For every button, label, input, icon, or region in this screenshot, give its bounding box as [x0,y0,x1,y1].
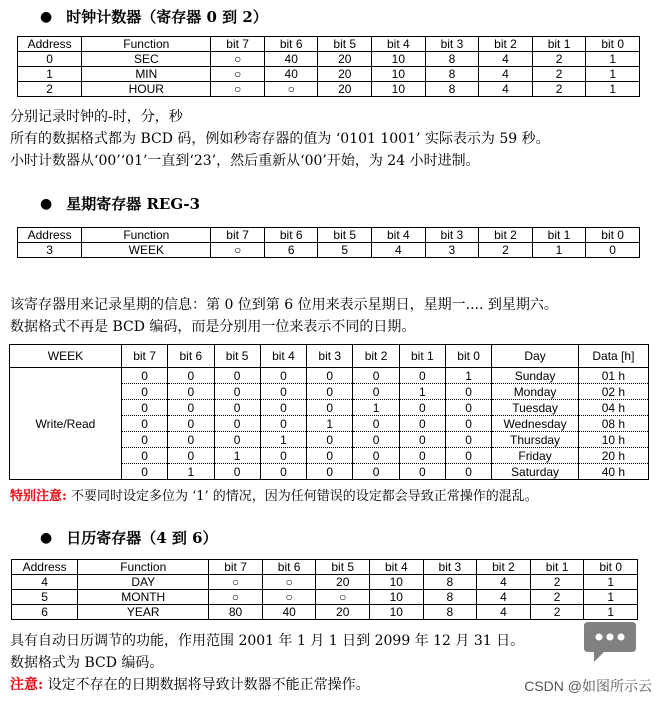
data-hex-cell: 01 h [578,368,648,384]
bit-cell: 0 [353,416,399,432]
table-row [12,590,638,605]
bit-cell: 1 [399,384,445,400]
bit-cell: 1 [445,368,491,384]
table-cell: WEEK [82,243,211,258]
clock-register-table [17,36,640,97]
table-cell: ○ [209,590,263,605]
bit-cell: 0 [445,432,491,448]
table-cell: 10 [372,67,426,82]
column-header: bit 4 [260,345,306,368]
bit-cell: 0 [399,432,445,448]
table-header-row [18,37,640,52]
bit-cell: 0 [399,464,445,480]
column-header: bit 2 [479,228,533,243]
table-cell: 8 [423,590,477,605]
column-header: bit 3 [307,345,353,368]
table-cell: 2 [479,243,533,258]
column-header: bit 0 [586,228,640,243]
bit-cell: 0 [260,368,306,384]
section-heading-clock [40,6,268,27]
bit-cell: 0 [353,384,399,400]
column-header: Address [18,228,82,243]
table-cell: 8 [425,67,479,82]
note-label: 注意: [10,677,44,693]
bit-cell: 0 [307,448,353,464]
column-header: bit 6 [264,37,318,52]
table-cell: SEC [82,52,211,67]
column-header: bit 0 [586,37,640,52]
bit-cell: 0 [214,384,260,400]
data-hex-cell: 10 h [578,432,648,448]
table-cell: 10 [370,605,424,620]
bit-cell: 0 [214,368,260,384]
table-cell: 0 [586,243,640,258]
table-cell: 8 [423,605,477,620]
table-header-row [12,560,638,575]
table-cell: 0 [18,52,82,67]
table-cell: 4 [477,575,531,590]
table-cell: 2 [18,82,82,97]
chat-bubble-icon[interactable] [582,618,638,666]
table-cell: ○ [211,67,265,82]
table-row [12,605,638,620]
clock-line-2: 所有的数据格式都为 BCD 码，例如秒寄存器的值为 ‘0101 1001’ 实际表示为 59 秒。 [10,131,550,147]
week-note [10,486,538,508]
bit-cell: 0 [214,400,260,416]
table-cell: 4 [12,575,78,590]
bit-cell: 0 [121,448,167,464]
table-cell: 1 [586,52,640,67]
column-header: bit 4 [372,37,426,52]
calendar-note [10,674,370,696]
table-cell: 8 [423,575,477,590]
day-cell: Friday [492,448,579,464]
calendar-register-table [11,559,638,620]
column-header: Address [12,560,78,575]
table-cell: 1 [586,82,640,97]
table-cell: 4 [477,605,531,620]
table-cell: MONTH [78,590,209,605]
bullet-icon: ● [40,8,53,25]
table-cell: ○ [211,52,265,67]
bit-cell: 1 [260,432,306,448]
data-hex-cell: 08 h [578,416,648,432]
note-text: 设定不存在的日期数据将导致计数器不能正常操作。 [43,677,370,693]
bit-cell: 1 [168,464,214,480]
bit-cell: 0 [168,416,214,432]
clock-line-3: 小时计数器从‘00’‘01’一直到‘23’，然后重新从‘00’开始，为 24 小时进制。 [10,153,480,169]
column-header: bit 2 [479,37,533,52]
table-cell: 20 [316,605,370,620]
bit-cell: 0 [399,416,445,432]
bullet-icon: ● [40,195,53,212]
clock-line-1: 分别记录时钟的-时，分，秒 [10,109,183,125]
column-header: bit 5 [318,228,372,243]
table-cell: ○ [316,590,370,605]
bit-cell: 0 [445,448,491,464]
note-label: 特别注意: [10,489,67,504]
bit-cell: 0 [445,384,491,400]
section-title: 时钟计数器（寄存器 0 到 2） [66,8,268,26]
bit-cell: 0 [399,448,445,464]
column-header: bit 5 [214,345,260,368]
bullet-icon: ● [40,529,53,546]
bit-cell: 0 [168,432,214,448]
table-cell: 4 [479,67,533,82]
day-cell: Monday [492,384,579,400]
table-cell: 5 [12,590,78,605]
data-hex-cell: 04 h [578,400,648,416]
bit-cell: 0 [168,368,214,384]
week-bits-table [9,344,649,480]
bit-cell: 0 [353,368,399,384]
section-heading-week [40,193,200,214]
table-row [18,243,640,258]
column-header: bit 7 [211,228,265,243]
column-header: Function [82,228,211,243]
column-header: bit 3 [425,37,479,52]
table-cell: ○ [262,575,316,590]
data-hex-cell: 02 h [578,384,648,400]
column-header: bit 1 [532,228,586,243]
day-cell: Tuesday [492,400,579,416]
table-row [18,67,640,82]
bit-cell: 0 [168,400,214,416]
table-cell: ○ [209,575,263,590]
day-cell: Wednesday [492,416,579,432]
column-header: bit 7 [121,345,167,368]
table-row [12,575,638,590]
day-cell: Sunday [492,368,579,384]
table-cell: 40 [262,605,316,620]
table-cell: 10 [370,590,424,605]
column-header: bit 1 [399,345,445,368]
table-cell: 1 [584,605,638,620]
table-cell: 8 [425,82,479,97]
table-cell: 10 [370,575,424,590]
table-row [18,82,640,97]
bit-cell: 0 [214,416,260,432]
bit-cell: 0 [353,464,399,480]
bit-cell: 0 [260,400,306,416]
table-cell: ○ [264,82,318,97]
bit-cell: 0 [307,368,353,384]
table-cell: 2 [530,590,584,605]
table-cell: MIN [82,67,211,82]
bit-cell: 0 [445,464,491,480]
table-cell: 20 [318,52,372,67]
table-cell: 40 [264,52,318,67]
column-header: bit 5 [318,37,372,52]
bit-cell: 0 [214,464,260,480]
bit-cell: 0 [399,368,445,384]
bit-cell: 0 [353,432,399,448]
column-header: bit 1 [532,37,586,52]
table-header-row [18,228,640,243]
table-cell: 3 [18,243,82,258]
column-header: bit 6 [262,560,316,575]
column-header: bit 0 [584,560,638,575]
table-cell: 2 [530,575,584,590]
bit-cell: 0 [260,448,306,464]
bit-cell: 0 [260,416,306,432]
column-header: bit 7 [211,37,265,52]
table-header-row [10,345,649,368]
bit-cell: 0 [121,384,167,400]
mode-label: Write/Read [10,368,122,480]
note-text: 不要同时设定多位为 ‘1’ 的情况，因为任何错误的设定都会导致正常操作的混乱。 [66,489,538,504]
column-header: Function [78,560,209,575]
table-cell: 4 [477,590,531,605]
table-cell: ○ [211,243,265,258]
table-cell: 1 [584,590,638,605]
bit-cell: 0 [214,432,260,448]
column-header: bit 0 [445,345,491,368]
section-title: 星期寄存器 REG-3 [66,195,201,213]
day-cell: Saturday [492,464,579,480]
table-cell: 2 [532,67,586,82]
table-cell: 10 [372,82,426,97]
table-row [18,52,640,67]
table-row [10,368,649,384]
column-header: Data [h] [578,345,648,368]
column-header: WEEK [10,345,122,368]
column-header: bit 4 [372,228,426,243]
table-cell: 20 [318,67,372,82]
bit-cell: 0 [121,368,167,384]
bit-cell: 0 [307,384,353,400]
table-cell: ○ [211,82,265,97]
bit-cell: 0 [121,464,167,480]
table-cell: 2 [532,82,586,97]
section-heading-calendar [40,527,218,548]
column-header: bit 6 [264,228,318,243]
table-cell: DAY [78,575,209,590]
table-cell: 10 [372,52,426,67]
bit-cell: 0 [445,416,491,432]
bit-cell: 0 [307,400,353,416]
column-header: bit 3 [423,560,477,575]
bit-cell: 0 [260,464,306,480]
bit-cell: 1 [214,448,260,464]
bit-cell: 0 [168,384,214,400]
table-cell: 2 [532,52,586,67]
section-title: 日历寄存器（4 到 6） [66,529,218,547]
table-cell: 2 [530,605,584,620]
column-header: bit 4 [370,560,424,575]
bit-cell: 0 [445,400,491,416]
table-cell: 1 [18,67,82,82]
table-cell: 80 [209,605,263,620]
table-cell: 40 [264,67,318,82]
bit-cell: 0 [121,416,167,432]
column-header: bit 1 [530,560,584,575]
calendar-line-2: 数据格式为 BCD 编码。 [10,655,164,671]
table-cell: 1 [584,575,638,590]
column-header: bit 2 [353,345,399,368]
column-header: Function [82,37,211,52]
bit-cell: 0 [307,464,353,480]
day-cell: Thursday [492,432,579,448]
bit-cell: 0 [260,384,306,400]
table-cell: 20 [318,82,372,97]
table-cell: 3 [425,243,479,258]
calendar-line-1: 具有自动日历调节的功能，作用范围 2001 年 1 月 1 日到 2099 年 12 月 31 日。 [10,633,525,649]
table-cell: 4 [372,243,426,258]
column-header: bit 5 [316,560,370,575]
column-header: bit 2 [477,560,531,575]
bit-cell: 1 [307,416,353,432]
bit-cell: 0 [168,448,214,464]
table-cell: 20 [316,575,370,590]
bit-cell: 0 [399,400,445,416]
table-cell: 1 [586,67,640,82]
table-cell: 4 [479,82,533,97]
table-cell: 1 [532,243,586,258]
week-register-table [17,227,640,258]
table-cell: 6 [264,243,318,258]
table-cell: HOUR [82,82,211,97]
table-cell: YEAR [78,605,209,620]
bit-cell: 1 [353,400,399,416]
week-line-2: 数据格式不再是 BCD 编码，而是分别用一位来表示不同的日期。 [10,319,416,335]
table-cell: 5 [318,243,372,258]
table-cell: 6 [12,605,78,620]
watermark: CSDN @如图所示云 [524,678,652,694]
table-cell: 4 [479,52,533,67]
data-hex-cell: 20 h [578,448,648,464]
table-cell: 8 [425,52,479,67]
column-header: bit 3 [425,228,479,243]
column-header: Day [492,345,579,368]
column-header: Address [18,37,82,52]
bit-cell: 0 [353,448,399,464]
bit-cell: 0 [121,400,167,416]
bit-cell: 0 [121,432,167,448]
bit-cell: 0 [307,432,353,448]
week-line-1: 该寄存器用来记录星期的信息：第 0 位到第 6 位用来表示星期日，星期一.... 到星期六。 [10,297,558,313]
column-header: bit 6 [168,345,214,368]
table-cell: ○ [262,590,316,605]
column-header: bit 7 [209,560,263,575]
data-hex-cell: 40 h [578,464,648,480]
